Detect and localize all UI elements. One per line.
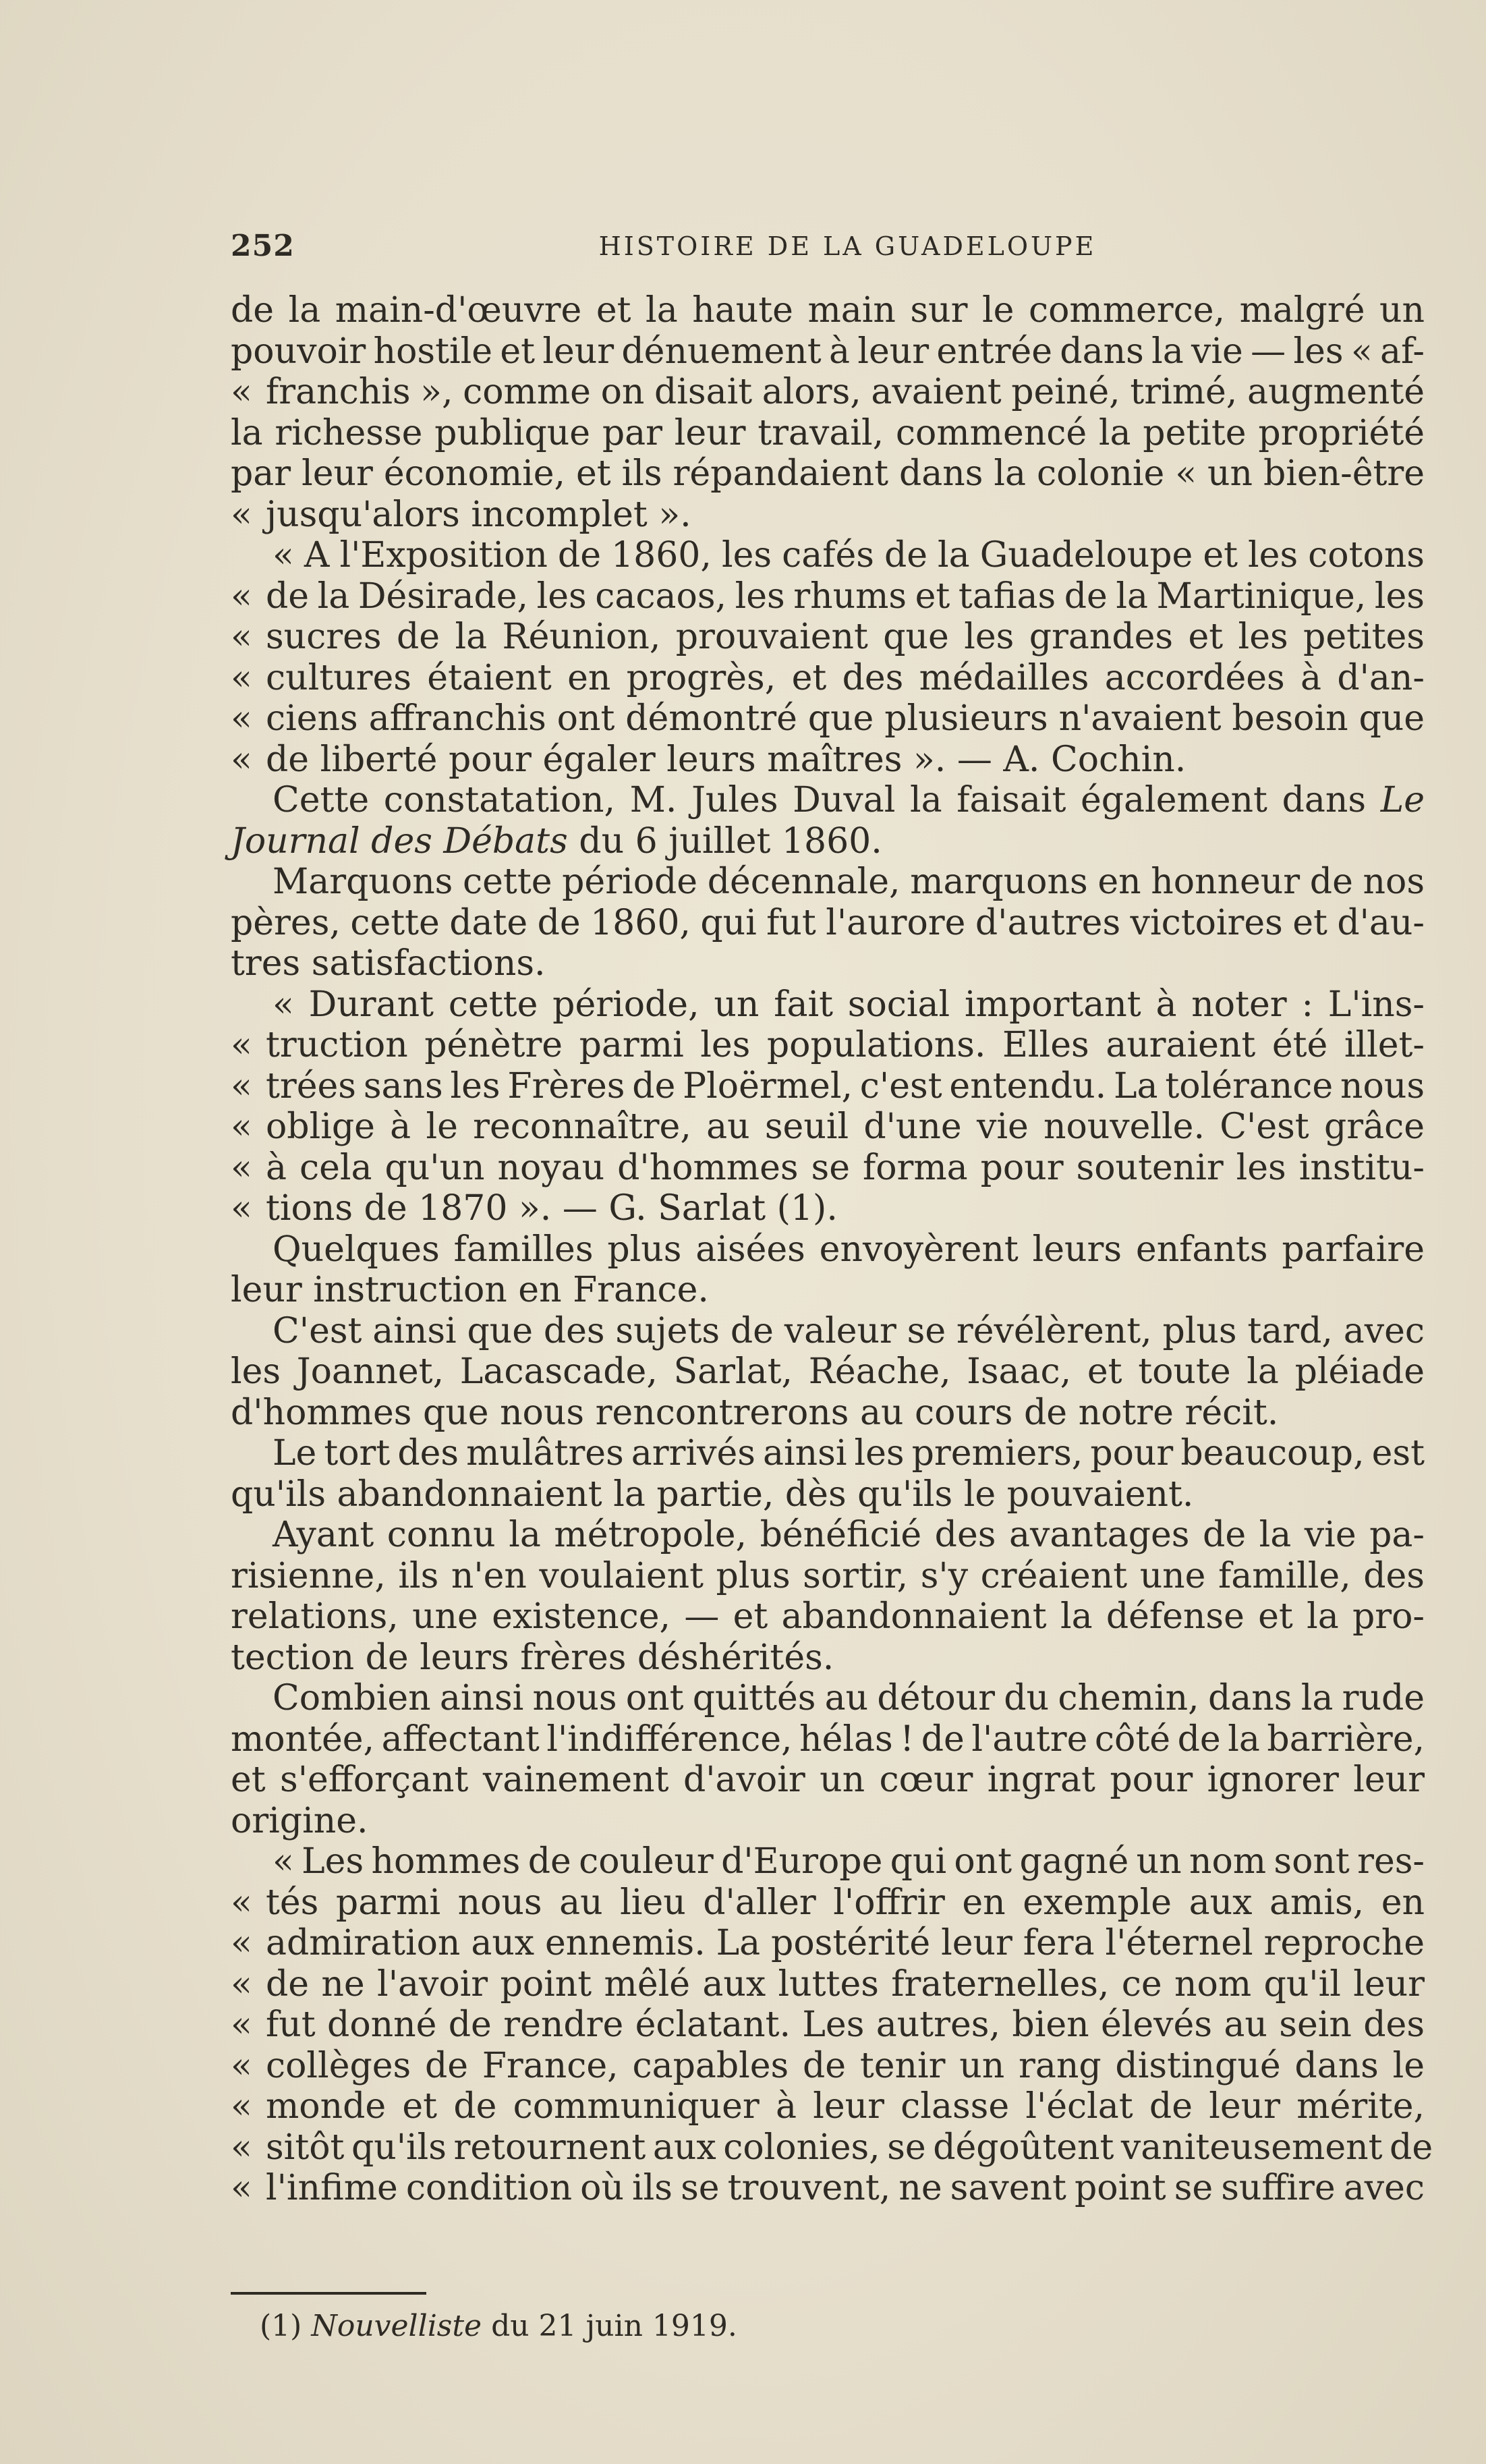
quote-mark: « <box>231 1065 252 1107</box>
text-line <box>231 2086 1425 2127</box>
line-text: franchis », comme on disait alors, avaient peiné, trimé, augmenté <box>266 372 1425 412</box>
line-text: risienne, ils n'en voulaient plus sortir, s'y créaient une famille, des <box>231 1555 1425 1596</box>
line-text: « Les hommes de couleur d'Europe qui ont gagné un nom sont res- <box>273 1841 1425 1882</box>
line-text: pères, cette date de 1860, qui fut l'aurore d'autres victoires et d'au- <box>231 902 1425 943</box>
line-text: les Joannet, Lacascade, Sarlat, Réache, Isaac, et toute la pléiade <box>231 1351 1425 1392</box>
text-line <box>231 1107 1425 1148</box>
line-text: ciens affranchis ont démontré que plusieurs n'avaient besoin que <box>266 698 1425 739</box>
text-line <box>231 1841 1425 1882</box>
text-line <box>231 1229 1425 1270</box>
text-line <box>231 943 1425 984</box>
quote-mark: « <box>231 617 252 657</box>
quote-mark: « <box>231 739 252 780</box>
text-line <box>231 372 1425 413</box>
line-text: montée, affectant l'indifférence, hélas ! de l'autre côté de la barrière, <box>231 1718 1425 1760</box>
running-head <box>231 226 1383 267</box>
line-text: fut donné de rendre éclatant. Les autres, bien élevés au sein des <box>266 2005 1425 2045</box>
line-text: truction pénètre parmi les populations. Elles auraient été illet- <box>266 1025 1425 1065</box>
footnote <box>260 2306 737 2347</box>
quote-mark: « <box>231 2168 252 2208</box>
line-text: Ayant connu la métropole, bénéficié des avantages de la vie pa- <box>273 1515 1425 1555</box>
line-text: Combien ainsi nous ont quittés au détour du chemin, dans la rude <box>273 1678 1425 1718</box>
quote-mark: « <box>231 576 252 617</box>
text-line <box>231 1066 1425 1107</box>
quote-mark: « <box>231 1107 252 1147</box>
line-text: Quelques familles plus aisées envoyèrent leurs enfants parfaire <box>273 1229 1425 1270</box>
text-line <box>231 495 1425 536</box>
text-line <box>231 1270 1425 1311</box>
italic-text: Le <box>1380 780 1425 820</box>
line-text: jusqu'alors incomplet ». <box>266 494 691 535</box>
line-text: « Durant cette période, un fait social important à noter : L'ins- <box>273 984 1425 1025</box>
footnote-marker: (1) <box>260 2309 302 2343</box>
text-line <box>231 1474 1425 1515</box>
quote-mark: « <box>231 2086 252 2127</box>
text-line <box>231 698 1425 739</box>
line-text: à cela qu'un noyau d'hommes se forma pour soutenir les institu- <box>266 1147 1425 1188</box>
text-line <box>231 862 1425 903</box>
line-text: origine. <box>231 1800 368 1841</box>
line-text: C'est ainsi que des sujets de valeur se révélèrent, plus tard, avec <box>273 1310 1425 1351</box>
text-line <box>231 780 1425 821</box>
quote-mark: « <box>231 1188 252 1229</box>
line-text: trées sans les Frères de Ploërmel, c'est entendu. La tolérance nous <box>266 1065 1425 1107</box>
quote-mark: « <box>231 372 252 412</box>
text-line <box>231 903 1425 944</box>
line-text: tions de 1870 ». — G. Sarlat (1). <box>266 1188 838 1229</box>
line-text: du 6 juillet 1860. <box>567 820 882 862</box>
text-line <box>231 1188 1425 1229</box>
line-text: par leur économie, et ils répandaient dans la colonie « un bien-être <box>231 453 1425 494</box>
text-line <box>231 535 1425 576</box>
footnote-source: Nouvelliste <box>311 2309 482 2343</box>
text-line <box>231 617 1425 658</box>
line-text: qu'ils abandonnaient la partie, dès qu'ils le pouvaient. <box>231 1474 1194 1515</box>
text-line <box>231 1719 1425 1760</box>
line-text: Le tort des mulâtres arrivés ainsi les premiers, pour beaucoup, est <box>273 1433 1425 1474</box>
line-text: collèges de France, capables de tenir un rang distingué dans le <box>266 2045 1425 2086</box>
line-text: d'hommes que nous rencontrerons au cours de notre récit. <box>231 1392 1279 1433</box>
quote-mark: « <box>231 2045 252 2086</box>
text-line <box>231 1923 1425 1964</box>
quote-mark: « <box>231 494 252 535</box>
italic-text: Journal des Débats <box>231 820 568 862</box>
quote-mark: « <box>231 2005 252 2045</box>
text-line <box>231 1025 1425 1066</box>
text-line <box>231 1596 1425 1637</box>
line-text: sitôt qu'ils retournent aux colonies, se dégoûtent vaniteusement de <box>266 2127 1433 2168</box>
text-line <box>231 739 1425 781</box>
text-line <box>231 984 1425 1026</box>
text-line <box>231 2127 1433 2168</box>
line-text: la richesse publique par leur travail, commencé la petite propriété <box>231 412 1425 453</box>
quote-mark: « <box>231 2127 252 2168</box>
line-text: de ne l'avoir point mêlé aux luttes fraternelles, ce nom qu'il leur <box>266 1963 1425 2005</box>
text-line <box>231 2046 1425 2087</box>
footnote-rule <box>231 2292 426 2295</box>
line-text: monde et de communiquer à leur classe l'éclat de leur mérite, <box>266 2086 1425 2127</box>
text-line <box>231 821 1425 862</box>
quote-mark: « <box>231 1882 252 1923</box>
text-line <box>231 331 1425 372</box>
line-text: oblige à le reconnaître, au seuil d'une vie nouvelle. C'est grâce <box>266 1107 1425 1147</box>
line-text: relations, une existence, — et abandonnaient la défense et la pro- <box>231 1596 1425 1637</box>
text-line <box>231 453 1425 495</box>
text-line <box>231 290 1425 331</box>
quote-mark: « <box>231 1147 252 1188</box>
page-number: 252 <box>231 229 295 263</box>
line-text: admiration aux ennemis. La postérité leur fera l'éternel reproche <box>266 1923 1425 1963</box>
quote-mark: « <box>231 698 252 739</box>
text-line <box>231 1515 1425 1556</box>
text-line <box>231 2168 1425 2209</box>
text-line <box>231 1393 1425 1434</box>
line-text: tres satisfactions. <box>231 943 546 984</box>
text-line <box>231 413 1425 454</box>
text-line <box>231 1801 1425 1842</box>
text-line <box>231 1964 1425 2005</box>
line-text: « A l'Exposition de 1860, les cafés de la Guadeloupe et les cotons <box>273 535 1425 576</box>
text-line <box>231 1882 1425 1924</box>
line-text: pouvoir hostile et leur dénuement à leur entrée dans la vie — les « af- <box>231 331 1425 372</box>
text-line <box>231 2005 1425 2046</box>
line-text: tés parmi nous au lieu d'aller l'offrir en exemple aux amis, en <box>266 1882 1425 1923</box>
quote-mark: « <box>231 1963 252 2005</box>
line-text: et s'efforçant vainement d'avoir un cœur ingrat pour ignorer leur <box>231 1760 1425 1800</box>
text-line <box>231 1351 1425 1393</box>
running-title: HISTOIRE DE LA GUADELOUPE <box>598 231 1097 261</box>
quote-mark: « <box>231 1923 252 1963</box>
line-text: Marquons cette période décennale, marquons en honneur de nos <box>273 862 1425 902</box>
text-line <box>231 1678 1425 1719</box>
text-line <box>231 1637 1425 1679</box>
body-text <box>231 290 1433 2209</box>
text-line <box>231 1148 1425 1189</box>
line-text: leur instruction en France. <box>231 1270 709 1310</box>
line-text: sucres de la Réunion, prouvaient que les grandes et les petites <box>266 617 1425 657</box>
line-text: tection de leurs frères déshérités. <box>231 1637 834 1678</box>
text-line <box>231 1556 1425 1597</box>
text-line <box>231 1311 1425 1352</box>
text-line <box>231 1760 1425 1801</box>
quote-mark: « <box>231 657 252 698</box>
quote-mark: « <box>231 1025 252 1065</box>
line-text: l'infime condition où ils se trouvent, ne savent point se suffire avec <box>266 2168 1425 2208</box>
text-line <box>231 658 1425 699</box>
line-text: de la Désirade, les cacaos, les rhums et tafias de la Martinique, les <box>266 576 1425 617</box>
line-text: Cette constatation, M. Jules Duval la faisait également dans <box>273 780 1381 820</box>
footnote-text: du 21 juin 1919. <box>482 2309 737 2343</box>
text-line <box>231 576 1425 617</box>
line-text: de liberté pour égaler leurs maîtres ». — A. Cochin. <box>266 739 1187 780</box>
line-text: de la main-d'œuvre et la haute main sur le commerce, malgré un <box>231 290 1425 331</box>
line-text: cultures étaient en progrès, et des médailles accordées à d'an- <box>266 657 1425 698</box>
text-line <box>231 1433 1425 1474</box>
